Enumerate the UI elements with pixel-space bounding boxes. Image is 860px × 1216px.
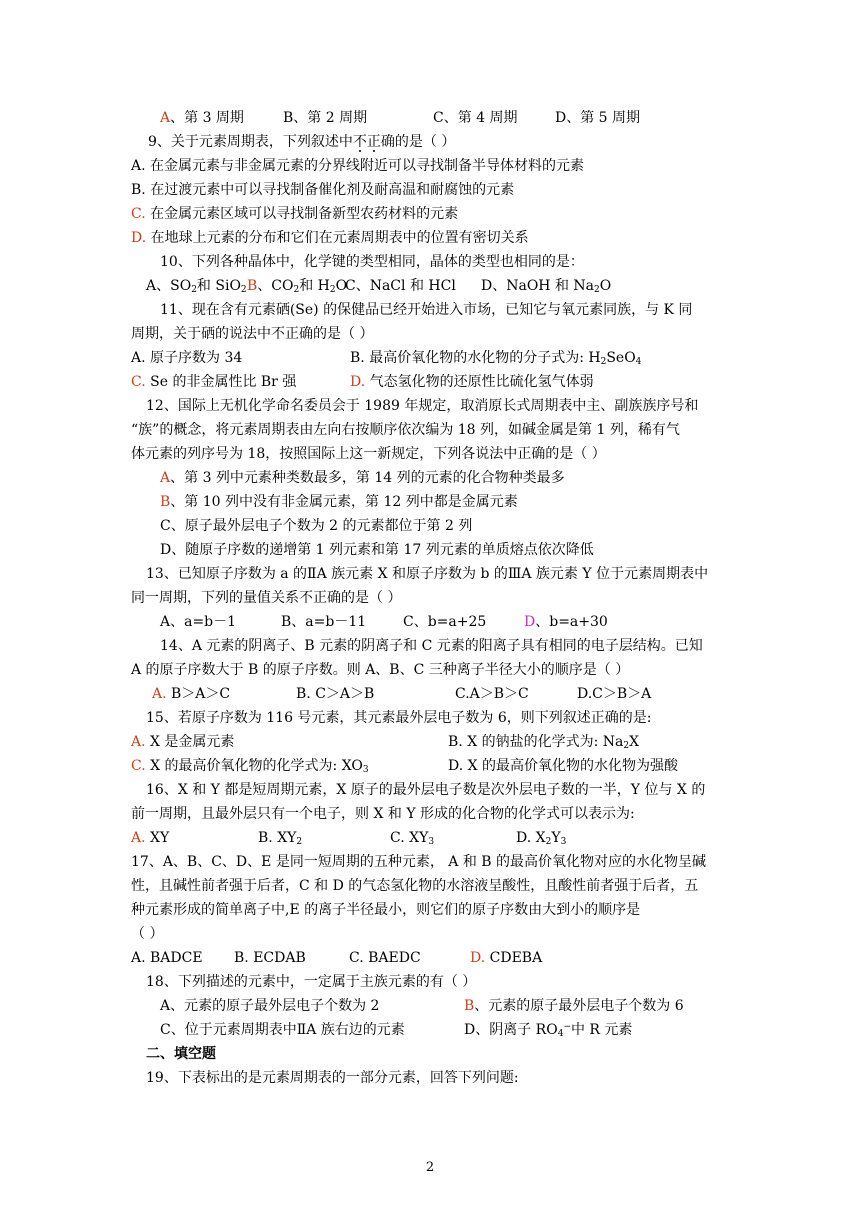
q16-option-c: C. $XY_3$ bbox=[390, 830, 435, 847]
q10-option-d: D、NaOH 和 $Na_2O$ bbox=[481, 278, 612, 295]
q8-option-c: C、第 4 周期 bbox=[433, 110, 518, 126]
q8-option-b: B、第 2 周期 bbox=[283, 110, 368, 126]
q16-stem-line2: 前一周期，且最外层只有一个电子，则 X 和 Y 形成的化合物的化学式可以表示为: bbox=[131, 806, 635, 822]
q15-option-c: C. X 的最高价氧化物的化学式为: $XO_3$ bbox=[131, 758, 369, 775]
q14-stem-line1: 14、A 元素的阴离子、B 元素的阴离子和 C 元素的阳离子具有相同的电子层结构。已知 bbox=[160, 638, 703, 654]
q16-option-a: A. XY bbox=[131, 830, 170, 846]
q18-option-b: B、元素的原子最外层电子个数为 6 bbox=[464, 998, 684, 1014]
q17-stem-line4: （ ） bbox=[131, 926, 164, 942]
q10-option-b: B、$CO_2$和 $H_2O$ bbox=[247, 278, 348, 295]
q16-options bbox=[0, 826, 860, 850]
q12-option-b: B、第 10 列中没有非金属元素，第 12 列中都是金属元素 bbox=[160, 494, 518, 510]
q11-option-d: D. 气态氢化物的还原性比硫化氢气体弱 bbox=[350, 374, 594, 390]
q12-option-d: D、随原子序数的递增第 1 列元素和第 17 列元素的单质熔点依次降低 bbox=[160, 542, 594, 558]
q11-stem-line2: 周期，关于硒的说法中不正确的是（ ） bbox=[131, 326, 374, 342]
q8-options bbox=[0, 106, 860, 130]
q17-option-c: C. BAEDC bbox=[349, 950, 421, 966]
q15-options-cd bbox=[0, 754, 860, 778]
q15-stem: 15、若原子序数为 116 号元素，其元素最外层电子数为 6，则下列叙述正确的是: bbox=[146, 710, 652, 726]
q14-stem-line2: A 的原子序数大于 B 的原子序数。则 A、B、C 三种离子半径大小的顺序是（ ） bbox=[131, 662, 630, 678]
q10-option-c: C、NaCl 和 HCl bbox=[345, 278, 456, 294]
q9-option-d: D. 在地球上元素的分布和它们在元素周期表中的位置有密切关系 bbox=[131, 230, 529, 246]
q18-option-c: C、位于元素周期表中ⅡA 族右边的元素 bbox=[160, 1022, 405, 1038]
q17-stem-line3: 种元素形成的简单离子中,E 的离子半径最小，则它们的原子序数由大到小的顺序是 bbox=[131, 902, 641, 918]
q14-option-b: B. C＞A＞B bbox=[296, 686, 375, 702]
q10-stem: 10、下列各种晶体中，化学键的类型相同，晶体的类型也相同的是： bbox=[160, 254, 584, 270]
q14-options bbox=[0, 682, 860, 706]
q10-options bbox=[0, 274, 860, 298]
q18-option-d: D、阴离子 $RO_4^-$中 R 元素 bbox=[464, 1022, 633, 1039]
q14-option-d: D.C＞B＞A bbox=[577, 686, 652, 702]
q16-option-b: B. $XY_2$ bbox=[258, 830, 303, 847]
q18-option-a: A、元素的原子最外层电子个数为 2 bbox=[160, 998, 380, 1014]
q17-options bbox=[0, 946, 860, 970]
q17-option-d: D. CDEBA bbox=[470, 950, 543, 966]
q17-stem-line1: 17、A、B、C、D、E 是同一短周期的五种元素， A 和 B 的最高价氧化物对应的水化物呈碱 bbox=[131, 854, 707, 870]
q12-stem-line3: 体元素的列序号为 18，按照国际上这一新规定，下列各说法中正确的是（ ） bbox=[131, 446, 606, 462]
q12-option-c: C、原子最外层电子个数为 2 的元素都位于第 2 列 bbox=[160, 518, 473, 534]
q17-stem-line2: 性，且碱性前者强于后者，C 和 D 的气态氢化物的水溶液呈酸性，且酸性前者强于后者，五 bbox=[131, 878, 699, 894]
q11-options-ab bbox=[0, 346, 860, 370]
q12-stem-line2: “族”的概念，将元素周期表由左向右按顺序依次编为 18 列，如碱金属是第 1 列，稀有气 bbox=[131, 422, 680, 438]
q9-stem: 9、关于元素周期表，下列叙述中不正确的是（ ） bbox=[148, 134, 456, 150]
q11-option-c: C. Se 的非金属性比 Br 强 bbox=[131, 374, 297, 390]
q14-option-c: C.A＞B＞C bbox=[455, 686, 529, 702]
q17-option-b: B. ECDAB bbox=[234, 950, 306, 966]
q8-option-d: D、第 5 周期 bbox=[555, 110, 641, 126]
q15-option-d: D. X 的最高价氧化物的水化物为强酸 bbox=[448, 758, 679, 774]
q15-options-ab bbox=[0, 730, 860, 754]
q14-option-a: A. B＞A＞C bbox=[152, 686, 231, 702]
q18-options-cd bbox=[0, 1018, 860, 1042]
q13-option-c: C、b=a+25 bbox=[403, 614, 487, 630]
q11-options-cd bbox=[0, 370, 860, 394]
q11-option-b: B. 最高价氧化物的水化物的分子式为: $H_2SeO_4$ bbox=[350, 350, 642, 367]
q10-option-a: A、$SO_2$和 SiO$_2$ bbox=[146, 278, 247, 295]
section-heading-fill-in: 二、填空题 bbox=[146, 1046, 216, 1062]
q16-stem-line1: 16、X 和 Y 都是短周期元素，X 原子的最外层电子数是次外层电子数的一半，Y 位与 X 的 bbox=[146, 782, 706, 798]
q12-option-a: A、第 3 列中元素种类数最多，第 14 列的元素的化合物种类最多 bbox=[160, 470, 565, 486]
q9-option-a: A. 在金属元素与非金属元素的分界线附近可以寻找制备半导体材料的元素 bbox=[131, 158, 585, 174]
q11-option-a: A. 原子序数为 34 bbox=[131, 350, 243, 366]
q15-option-b: B. X 的钠盐的化学式为: $Na_2X$ bbox=[448, 734, 640, 751]
q13-option-d: D、b=a+30 bbox=[524, 614, 608, 630]
q11-stem-line1: 11、现在含有元素硒(Se) 的保健品已经开始进入市场，已知它与氧元素同族，与 K 同 bbox=[160, 302, 693, 318]
q13-option-a: A、a=b－1 bbox=[160, 614, 237, 630]
q12-stem-line1: 12、国际上无机化学命名委员会于 1989 年规定，取消原长式周期表中主、副族族序号和 bbox=[146, 398, 699, 414]
q17-option-a: A. BADCE bbox=[131, 950, 203, 966]
q15-option-a: A. X 是金属元素 bbox=[131, 734, 235, 750]
q8-option-a: A、第 3 周期 bbox=[160, 110, 244, 126]
q13-options bbox=[0, 610, 860, 634]
q19-stem: 19、下表标出的是元素周期表的一部分元素，回答下列问题: bbox=[146, 1070, 519, 1086]
q18-options-ab bbox=[0, 994, 860, 1018]
q13-stem-line2: 同一周期，下列的量值关系不正确的是（ ） bbox=[131, 590, 402, 606]
q13-stem-line1: 13、已知原子序数为 a 的ⅡA 族元素 X 和原子序数为 b 的ⅢA 族元素 Y 位于元素周期表中 bbox=[146, 566, 709, 582]
page-number: 2 bbox=[425, 1160, 435, 1175]
q16-option-d: D. $X_2Y_3$ bbox=[516, 830, 567, 847]
q18-stem: 18、下列描述的元素中，一定属于主族元素的有（ ） bbox=[146, 974, 477, 990]
q13-option-b: B、a=b－11 bbox=[281, 614, 367, 630]
q9-option-c: C. 在金属元素区域可以寻找制备新型农药材料的元素 bbox=[131, 206, 459, 222]
q9-option-b: B. 在过渡元素中可以寻找制备催化剂及耐高温和耐腐蚀的元素 bbox=[131, 182, 515, 198]
